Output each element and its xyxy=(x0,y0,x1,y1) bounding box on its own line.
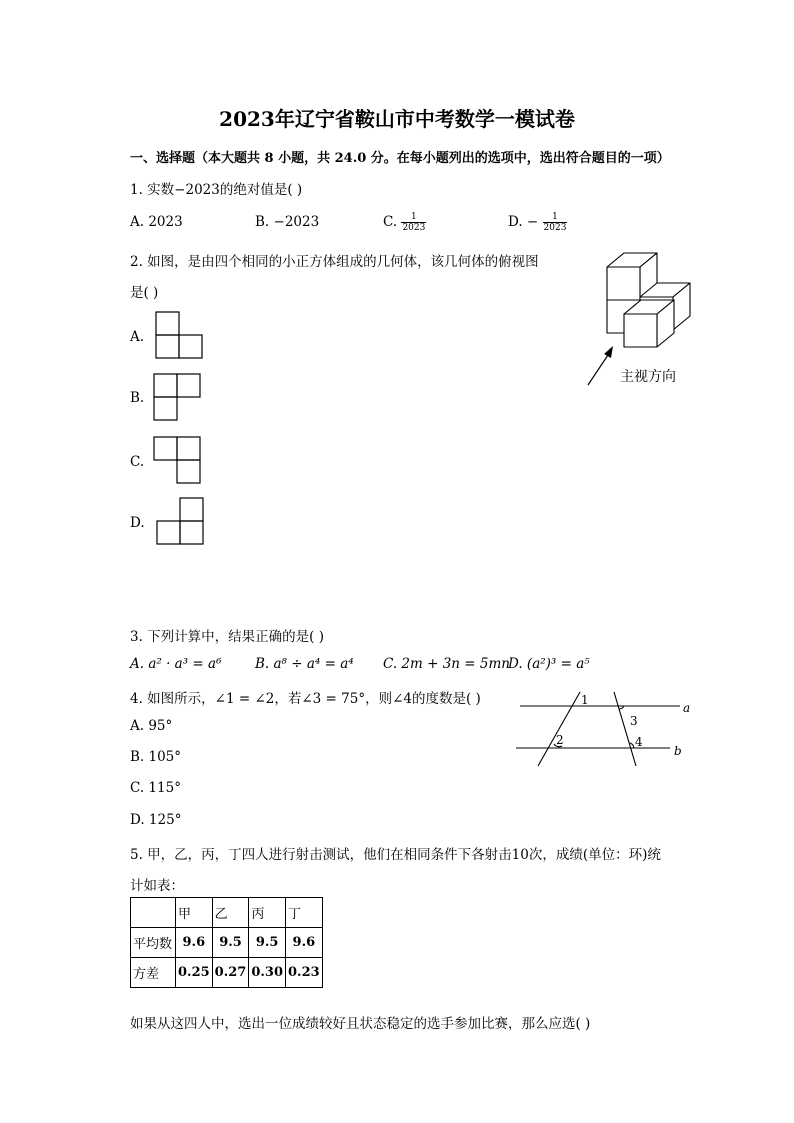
table-header-cell: 丙 xyxy=(249,898,286,928)
table-header-cell: 丁 xyxy=(286,898,323,928)
table-cell: 9.5 xyxy=(249,928,286,958)
table-header-cell: 甲 xyxy=(176,898,213,928)
q3-option-d: D. (a²)³ = a⁵ xyxy=(508,656,590,672)
angle-4-label: 4 xyxy=(635,735,643,749)
angle-1-label: 1 xyxy=(581,693,589,707)
q4-parallel-lines-figure xyxy=(510,688,710,770)
table-header-cell: 乙 xyxy=(212,898,249,928)
q1-stem: 1. 实数−2023的绝对值是( ) xyxy=(130,182,303,198)
page-title: 2023年辽宁省鞍山市中考数学一模试卷 xyxy=(219,107,575,131)
q2-option-c: C. xyxy=(130,454,145,470)
q5-question: 如果从这四人中，选出一位成绩较好且状态稳定的选手参加比赛，那么应选( ) xyxy=(130,1016,591,1032)
q2-option-a: A. xyxy=(130,329,145,345)
table-cell: 0.27 xyxy=(212,958,249,988)
q1-option-c-fraction xyxy=(401,212,426,233)
q1-option-c-denominator: 2023 xyxy=(402,223,426,233)
q1-option-d-label: D. − xyxy=(508,214,539,230)
score-table xyxy=(130,897,323,988)
q2-option-d: D. xyxy=(130,515,145,531)
q2-option-b-figure xyxy=(150,370,210,426)
q2-option-c-figure xyxy=(150,433,210,489)
table-cell: 9.6 xyxy=(286,928,323,958)
q1-option-c-numerator: 1 xyxy=(401,212,426,223)
table-cell: 9.6 xyxy=(176,928,213,958)
q2-stem-line1: 2. 如图，是由四个相同的小正方体组成的几何体，该几何体的俯视图 xyxy=(130,254,539,270)
q1-option-d-denominator: 2023 xyxy=(543,223,567,233)
q2-option-a-figure xyxy=(150,308,210,364)
table-cell: 0.25 xyxy=(176,958,213,988)
q4-option-a: A. 95° xyxy=(130,718,173,734)
q3-stem: 3. 下列计算中，结果正确的是( ) xyxy=(130,629,324,645)
q1-option-c xyxy=(383,212,426,233)
table-row xyxy=(131,928,323,958)
table-header-cell xyxy=(131,898,176,928)
q3-option-c: C. 2m + 3n = 5mn xyxy=(383,656,510,672)
q5-stem-line1: 5. 甲，乙，丙，丁四人进行射击测试，他们在相同条件下各射击10次，成绩(单位：环)统 xyxy=(130,847,661,863)
table-cell: 9.5 xyxy=(212,928,249,958)
q2-option-b: B. xyxy=(130,390,145,406)
section-heading: 一、选择题（本大题共 8 小题，共 24.0 分。在每小题列出的选项中，选出符合题目的一项） xyxy=(130,151,670,166)
q2-stem-line2: 是( ) xyxy=(130,285,159,301)
line-a-label: a xyxy=(683,701,691,715)
q1-option-a: A. 2023 xyxy=(130,214,183,230)
q4-stem: 4. 如图所示，∠1 = ∠2，若∠3 = 75°，则∠4的度数是( ) xyxy=(130,691,481,707)
q4-option-c: C. 115° xyxy=(130,780,181,796)
table-cell: 0.30 xyxy=(249,958,286,988)
q1-option-d-numerator: 1 xyxy=(543,212,568,223)
arrow-head-icon xyxy=(604,346,613,358)
q1-option-d xyxy=(508,212,567,233)
angle-3-label: 3 xyxy=(630,714,638,728)
table-header-row xyxy=(131,898,323,928)
q2-figure-caption: 主视方向 xyxy=(620,369,676,385)
q1-option-c-label: C. xyxy=(383,214,398,230)
q1-option-b: B. −2023 xyxy=(255,214,320,230)
table-row xyxy=(131,958,323,988)
q5-stem-line2: 计如表： xyxy=(130,878,184,894)
q1-option-d-fraction xyxy=(543,212,568,233)
q3-option-b: B. a⁸ ÷ a⁴ = a⁴ xyxy=(255,656,354,672)
q4-option-b: B. 105° xyxy=(130,749,182,765)
q4-option-d: D. 125° xyxy=(130,812,182,828)
q3-option-a: A. a² · a³ = a⁶ xyxy=(130,656,222,672)
angle-2-label: 2 xyxy=(556,733,564,747)
q2-option-d-figure xyxy=(150,495,210,551)
table-row-label: 方差 xyxy=(131,958,176,988)
table-cell: 0.23 xyxy=(286,958,323,988)
table-row-label: 平均数 xyxy=(131,928,176,958)
line-b-label: b xyxy=(674,744,682,758)
view-direction-arrow xyxy=(588,352,610,385)
